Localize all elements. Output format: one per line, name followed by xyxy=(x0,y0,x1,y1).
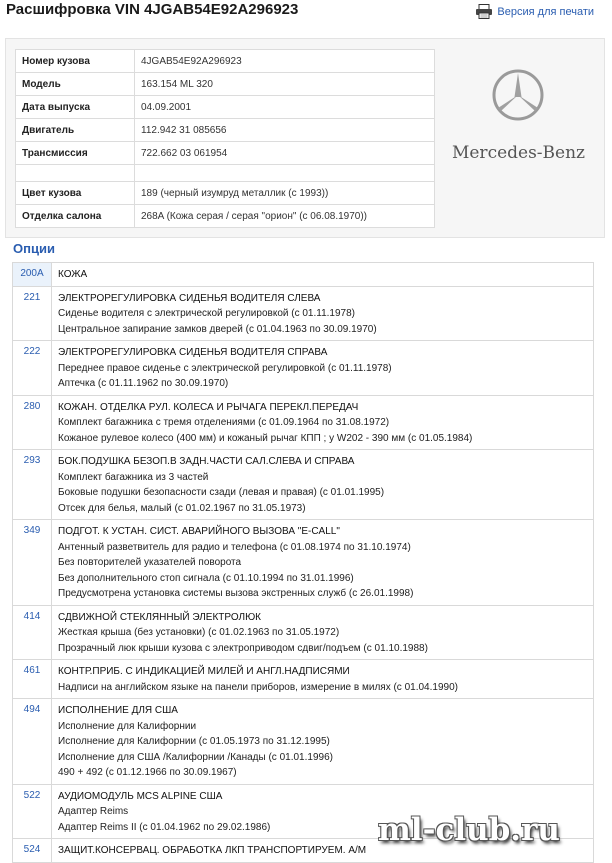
spec-label: Двигатель xyxy=(16,119,135,142)
option-detail: Комплект багажника из 3 частей xyxy=(58,471,209,483)
option-detail: 490 + 492 (с 01.12.1966 по 30.09.1967) xyxy=(58,767,237,778)
spec-label: Модель xyxy=(16,73,135,96)
option-title: КОЖА xyxy=(58,269,88,280)
option-description xyxy=(52,699,594,785)
option-detail: Кожаное рулевое колесо (400 мм) и кожаный рычаг КПП ; у W202 - 390 мм (с 01.05.1984) xyxy=(58,432,473,444)
option-row xyxy=(13,520,594,606)
spec-label: Номер кузова xyxy=(16,50,135,73)
spec-label: Цвет кузова xyxy=(16,182,135,205)
spec-value: 04.09.2001 xyxy=(135,96,435,119)
option-row xyxy=(13,605,594,660)
spec-row xyxy=(16,96,435,119)
option-detail: Жесткая крыша (без установки) (с 01.02.1963 по 31.05.1972) xyxy=(58,627,340,638)
spec-value: 163.154 ML 320 xyxy=(135,73,435,96)
print-version-label[interactable]: Версия для печати xyxy=(497,5,594,18)
option-title: ИСПОЛНЕНИЕ ДЛЯ США xyxy=(58,705,178,716)
option-title: КОНТР.ПРИБ. С ИНДИКАЦИЕЙ МИЛЕЙ И АНГЛ.НАДПИСЯМИ xyxy=(58,666,350,677)
option-detail: Центральное запирание замков дверей (с 01.04.1963 по 30.09.1970) xyxy=(58,323,377,335)
option-row xyxy=(13,341,594,396)
option-code: 221 xyxy=(13,286,52,341)
option-code: 494 xyxy=(13,699,52,785)
option-title: ЭЛЕКТРОРЕГУЛИРОВКА СИДЕНЬЯ ВОДИТЕЛЯ СПРАВА xyxy=(58,347,328,358)
option-code: 414 xyxy=(13,605,52,660)
spec-value: 722.662 03 061954 xyxy=(135,142,435,165)
option-code: 461 xyxy=(13,660,52,699)
page-title: Расшифровка VIN 4JGAB54E92A296923 xyxy=(6,1,299,18)
option-code: 293 xyxy=(13,450,52,520)
option-detail: Исполнение для Калифорнии xyxy=(58,720,197,732)
option-detail: Адаптер Reims II (с 01.04.1962 по 29.02.1986) xyxy=(58,821,271,833)
option-title: БОК.ПОДУШКА БЕЗОП.В ЗАДН.ЧАСТИ САЛ.СЛЕВА И СПРАВА xyxy=(58,456,355,467)
option-code: 349 xyxy=(13,520,52,606)
specs-table xyxy=(15,49,435,228)
option-row xyxy=(13,660,594,699)
option-row xyxy=(13,286,594,341)
option-detail: Надписи на английском языке на панели приборов, измерение в милях (с 01.04.1990) xyxy=(58,681,458,693)
vehicle-info-panel xyxy=(5,38,605,238)
option-code: 280 xyxy=(13,395,52,450)
option-detail: Прозрачный люк крыши кузова с электроприводом сдвиг/подъем (с 01.10.1988) xyxy=(58,642,428,654)
brand-logo xyxy=(436,63,601,173)
option-description xyxy=(52,660,594,699)
option-description xyxy=(52,450,594,520)
spec-label: Дата выпуска xyxy=(16,96,135,119)
option-detail: Антенный разветвитель для радио и телефона (с 01.08.1974 по 31.10.1974) xyxy=(58,541,411,553)
option-code: 522 xyxy=(13,784,52,839)
printer-icon xyxy=(475,4,493,19)
spec-row xyxy=(16,119,435,142)
option-detail: Переднее правое сиденье с электрической регулировкой (с 01.11.1978) xyxy=(58,362,392,374)
spec-value xyxy=(135,165,435,182)
option-detail: Без повторителей указателей поворота xyxy=(58,557,242,568)
site-watermark: ml-club.ru xyxy=(378,812,560,848)
spec-row xyxy=(16,73,435,96)
option-description xyxy=(52,520,594,606)
spec-label: Трансмиссия xyxy=(16,142,135,165)
option-row xyxy=(13,450,594,520)
option-detail: Исполнение для США /Калифорнии /Канады (с 01.01.1996) xyxy=(58,751,333,763)
page-header xyxy=(0,0,612,26)
spec-value: 189 (черный изумруд металлик (с 1993)) xyxy=(135,182,435,205)
option-title: ПОДГОТ. К УСТАН. СИСТ. АВАРИЙНОГО ВЫЗОВА "E-CALL" xyxy=(58,526,340,537)
option-description xyxy=(52,605,594,660)
spec-row xyxy=(16,165,435,182)
spec-row xyxy=(16,182,435,205)
option-detail: Комплект багажника с тремя отделениями (с 01.09.1964 по 31.08.1972) xyxy=(58,417,390,428)
option-description xyxy=(52,341,594,396)
option-detail: Сиденье водителя с электрической регулировкой (с 01.11.1978) xyxy=(58,308,355,319)
option-description xyxy=(52,286,594,341)
option-detail: Адаптер Reims xyxy=(58,806,129,817)
option-detail: Предусмотрена установка системы вызова экстренных служб (с 26.01.1998) xyxy=(58,588,414,599)
brand-name: Mercedes-Benz xyxy=(451,143,586,163)
spec-row xyxy=(16,205,435,228)
option-description xyxy=(52,263,594,287)
spec-value: 112.942 31 085656 xyxy=(135,119,435,142)
option-code: 222 xyxy=(13,341,52,396)
option-title: КОЖАН. ОТДЕЛКА РУЛ. КОЛЕСА И РЫЧАГА ПЕРЕКЛ.ПЕРЕДАЧ xyxy=(58,401,359,413)
options-table xyxy=(12,262,594,863)
option-row xyxy=(13,699,594,785)
option-title: ЗАЩИТ.КОНСЕРВАЦ. ОБРАБОТКА ЛКП ТРАНСПОРТИРУЕМ. А/М xyxy=(58,845,367,856)
spec-row xyxy=(16,142,435,165)
option-detail: Без дополнительного стоп сигнала (с 01.10.1994 по 31.01.1996) xyxy=(58,572,354,584)
option-row xyxy=(13,395,594,450)
option-detail: Отсек для белья, малый (с 01.02.1967 по 31.05.1973) xyxy=(58,502,306,514)
option-description xyxy=(52,395,594,450)
option-row xyxy=(13,263,594,287)
spec-label: Отделка салона xyxy=(16,205,135,228)
mercedes-star-icon xyxy=(436,63,601,143)
option-detail: Исполнение для Калифорнии (с 01.05.1973 по 31.12.1995) xyxy=(58,736,330,747)
option-detail: Боковые подушки безопасности сзади (левая и правая) (с 01.01.1995) xyxy=(58,487,385,498)
print-version-link[interactable] xyxy=(475,4,594,19)
option-title: ЭЛЕКТРОРЕГУЛИРОВКА СИДЕНЬЯ ВОДИТЕЛЯ СЛЕВА xyxy=(58,292,321,304)
option-title: СДВИЖНОЙ СТЕКЛЯННЫЙ ЭЛЕКТРОЛЮК xyxy=(58,611,261,623)
spec-row xyxy=(16,50,435,73)
options-heading: Опции xyxy=(13,241,55,256)
option-code: 524 xyxy=(13,839,52,863)
option-title: АУДИОМОДУЛЬ MCS ALPINE США xyxy=(58,790,223,802)
spec-value: 268A (Кожа серая / серая "орион" (с 06.08.1970)) xyxy=(135,205,435,228)
spec-label xyxy=(16,165,135,182)
spec-value: 4JGAB54E92A296923 xyxy=(135,50,435,73)
option-detail: Аптечка (с 01.11.1962 по 30.09.1970) xyxy=(58,378,229,389)
option-code: 200A xyxy=(13,263,52,287)
